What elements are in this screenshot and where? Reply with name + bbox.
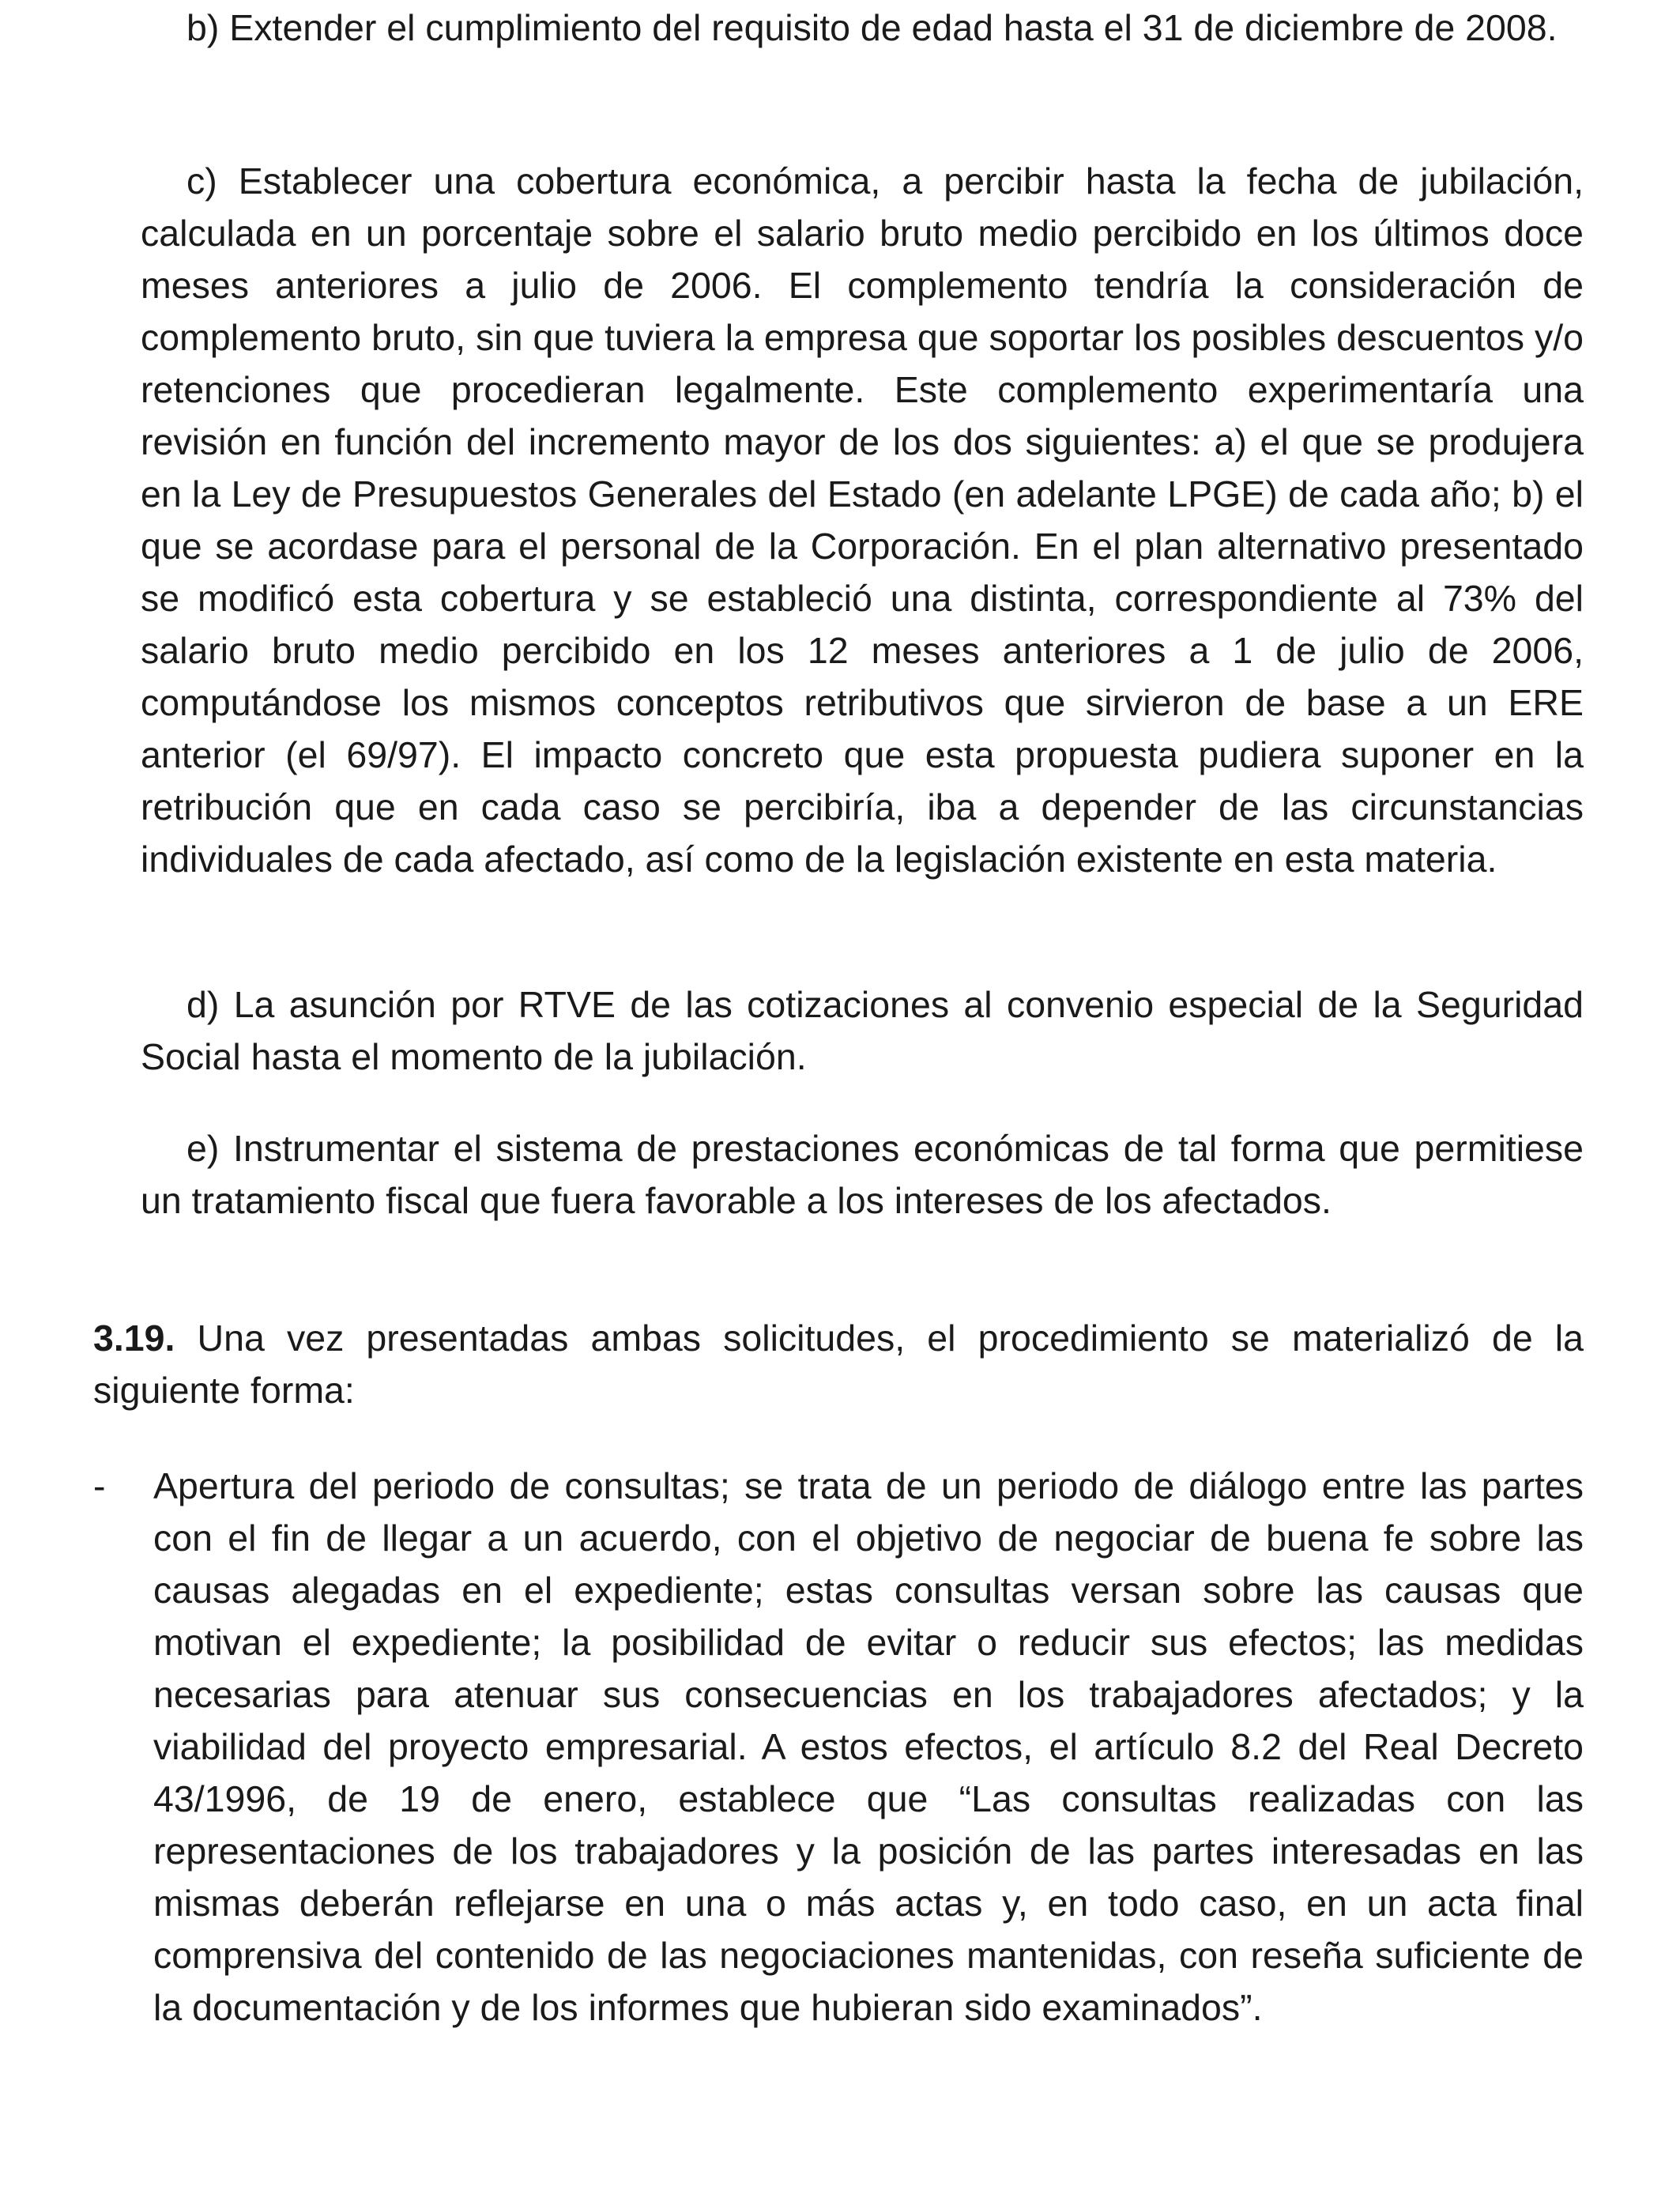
bullet-dash-icon: - <box>93 1465 106 1506</box>
section-3-19-paragraph <box>93 1312 1584 1416</box>
bullet-list-item: Apertura del periodo de consultas; se trata de un periodo de diálogo entre las partes con el fin de llegar a un acuerdo, con el objetivo de negociar de buena fe sobre las causas alegadas en el expediente; estas consultas versan sobre las causas que motivan el expediente; la posibilidad de evitar o reducir sus efectos; las medidas necesarias para atenuar sus consecuencias en los trabajadores afectados; y la viabilidad del proyecto empresarial. A estos efectos, el artículo 8.2 del Real Decreto 43/1996, de 19 de enero, establece que “Las consultas realizadas con las representaciones de los trabajadores y la posición de las partes interesadas en las mismas deberán reflejarse en una o más actas y, en todo caso, en un acta final comprensiva del contenido de las negociaciones mantenidas, con reseña suficiente de la documentación y de los informes que hubieran sido examinados”. <box>153 1465 1584 2028</box>
item-d-paragraph: d) La asunción por RTVE de las cotizaciones al convenio especial de la Seguridad Social hasta el momento de la jubilación. <box>141 984 1584 1077</box>
item-e-paragraph: e) Instrumentar el sistema de prestaciones económicas de tal forma que permitiese un tratamiento fiscal que fuera favorable a los intereses de los afectados. <box>141 1128 1584 1221</box>
section-number: 3.19. <box>93 1318 175 1359</box>
section-text: Una vez presentadas ambas solicitudes, el procedimiento se materializó de la siguiente forma: <box>93 1318 1584 1411</box>
item-b-paragraph: b) Extender el cumplimiento del requisito de edad hasta el 31 de diciembre de 2008. <box>186 7 1558 48</box>
item-c-paragraph: c) Establecer una cobertura económica, a percibir hasta la fecha de jubilación, calculada en un porcentaje sobre el salario bruto medio percibido en los últimos doce meses anteriores a julio de 2006. El complemento tendría la consideración de complemento bruto, sin que tuviera la empresa que soportar los posibles descuentos y/o retenciones que procedieran legalmente. Este complemento experimentaría una revisión en función del incremento mayor de los dos siguientes: a) el que se produjera en la Ley de Presupuestos Generales del Estado (en adelante LPGE) de cada año; b) el que se acordase para el personal de la Corporación. En el plan alternativo presentado se modificó esta cobertura y se estableció una distinta, correspondiente al 73% del salario bruto medio percibido en los 12 meses anteriores a 1 de julio de 2006, computándose los mismos conceptos retributivos que sirvieron de base a un ERE anterior (el 69/97). El impacto concreto que esta propuesta pudiera suponer en la retribución que en cada caso se percibiría, iba a depender de las circunstancias individuales de cada afectado, así como de la legislación existente en esta materia. <box>141 160 1584 880</box>
